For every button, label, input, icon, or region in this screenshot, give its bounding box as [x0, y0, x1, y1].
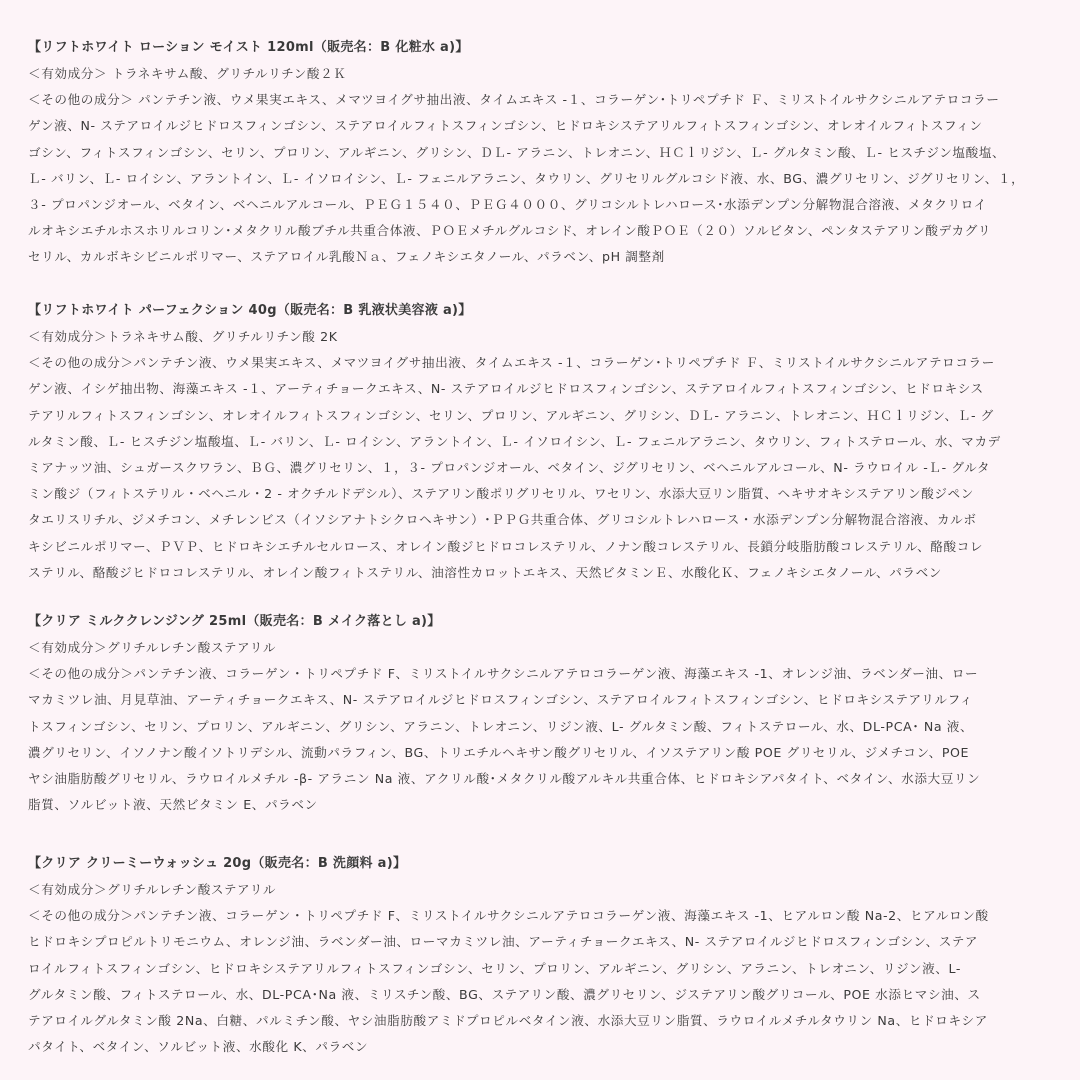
product-title: 【クリア クリーミーウォッシュ 20g（販売名：B 洗顔料 a)】 [28, 856, 407, 871]
other-ingredients-line: ミン酸ジ（フィトステリル・ベヘニル・2 - オクチルドデシル）、ステアリン酸ポリグリセリル、ワセリン、水添大豆リン脂質、ヘキサオキシステアリン酸ジペン [28, 486, 974, 502]
other-ingredients-line: ゴシン、フィトスフィンゴシン、セリン、プロリン、アルギニン、グリシン、ＤＬ- アラニン、トレオニン、ＨＣｌリジン、Ｌ- グルタミン酸、Ｌ- ヒスチジン塩酸塩、 [28, 144, 1006, 160]
other-ingredients-line: タエリスリチル、ジメチコン、メチレンビス（イソシアナトシクロヘキサン）･ＰＰＧ共重合体、グリコシルトレハロース・水添デンプン分解物混合溶液、カルボ [28, 512, 977, 528]
other-ingredients-line: 濃グリセリン、イソノナン酸イソトリデシル、流動パラフィン、BG、トリエチルヘキサン酸グリセリル、イソステアリン酸 POE グリセリル、ジメチコン、POE [28, 744, 970, 760]
other-ingredients-line: ロイルフィトスフィンゴシン、ヒドロキシステアリルフィトスフィンゴシン、セリン、プロリン、アルギニン、グリシン、アラニン、トレオニン、リジン液、L- [28, 960, 962, 976]
active-ingredients: ＜有効成分＞ トラネキサム酸、グリチルリチン酸２Ｋ [28, 66, 347, 81]
product-section-perfection [28, 301, 1054, 612]
other-ingredients-line: テアロイルグルタミン酸 2Na、白糖、パルミチン酸、ヤシ油脂肪酸アミドプロピルベタイン液、水添大豆リン脂質、ラウロイルメチルタウリン Na、ヒドロキシア [28, 1013, 988, 1029]
active-ingredients: ＜有効成分＞グリチルレチン酸ステアリル [28, 640, 277, 655]
product-section-creamy-wash [28, 854, 1054, 1054]
other-ingredients-line: テアリルフィトスフィンゴシン、オレオイルフィトスフィンゴシン、セリン、プロリン、アルギニン、グリシン、ＤＬ- アラニン、トレオニン、ＨＣｌリジン、Ｌ- グ [28, 407, 994, 423]
other-ingredients-line: キシビニルポリマー、ＰＶＰ、ヒドロキシエチルセルロース、オレイン酸ジヒドロコレステリル、ノナン酸コレステリル、長鎖分岐脂肪酸コレステリル、酪酸コレ [28, 538, 984, 554]
other-ingredients-line: パタイト、ベタイン、ソルビット液、水酸化 K、パラベン [28, 1039, 369, 1055]
other-ingredients-line: ＜その他の成分＞パンテチン液、ウメ果実エキス、メマツヨイグサ抽出液、タイムエキス -１、コラーゲン･トリペプチド Ｆ、ミリストイルサクシニルアテロコラー [28, 355, 995, 371]
other-ingredients-line: 脂質、ソルビット液、天然ビタミン E、パラベン [28, 797, 318, 813]
product-title: 【リフトホワイト ローション モイスト 120ml（販売名：B 化粧水 a)】 [28, 40, 469, 55]
other-ingredients-line: トスフィンゴシン、セリン、プロリン、アルギニン、グリシン、アラニン、トレオニン、リジン液、L- グルタミン酸、フィトステロール、水、DL-PCA･ Na 液、 [28, 718, 974, 734]
other-ingredients-line: グルタミン酸、フィトステロール、水、DL-PCA･Na 液、ミリスチン酸、BG、ステアリン酸、濃グリセリン、ジステアリン酸グリコール、POE 水添ヒマシ油、ス [28, 986, 981, 1002]
other-ingredients-line: ステリル、酪酸ジヒドロコレステリル、オレイン酸フィトステリル、油溶性カロットエキス、天然ビタミンＥ、水酸化Ｋ、フェノキシエタノール、パラベン [28, 564, 942, 580]
other-ingredients-line: セリル、カルボキシビニルポリマー、ステアロイル乳酸Ｎａ、フェノキシエタノール、パラベン、pH 調整剤 [28, 249, 665, 265]
other-ingredients-line: マカミツレ油、月見草油、アーティチョークエキス、N- ステアロイルジヒドロスフィンゴシン、ステアロイルフィトスフィンゴシン、ヒドロキシステアリルフィ [28, 692, 973, 708]
product-title: 【リフトホワイト パーフェクション 40g（販売名：B 乳液状美容液 a)】 [28, 303, 472, 318]
active-ingredients: ＜有効成分＞グリチルレチン酸ステアリル [28, 882, 277, 897]
other-ingredients-line: ＜その他の成分＞パンテチン液、コラーゲン・トリペプチド F、ミリストイルサクシニルアテロコラーゲン液、海藻エキス -1、ヒアルロン酸 Na-2、ヒアルロン酸 [28, 908, 989, 924]
other-ingredients-line: ＜その他の成分＞ パンテチン液、ウメ果実エキス、メマツヨイグサ抽出液、タイムエキス -１、コラーゲン･トリペプチド Ｆ、ミリストイルサクシニルアテロコラー [28, 92, 1000, 108]
other-ingredients-line: ゲン液、イシゲ抽出物、海藻エキス -１、アーティチョークエキス、N- ステアロイルジヒドロスフィンゴシン、ステアロイルフィトスフィンゴシン、ヒドロキシス [28, 381, 984, 397]
other-ingredients-line: ＜その他の成分＞パンテチン液、コラーゲン・トリペプチド F、ミリストイルサクシニルアテロコラーゲン液、海藻エキス -1、オレンジ油、ラベンダー油、ロー [28, 666, 979, 682]
product-section-lotion [28, 38, 1054, 301]
product-section-milk-cleansing [28, 612, 1054, 854]
other-ingredients-line: ルタミン酸、Ｌ- ヒスチジン塩酸塩、Ｌ- バリン、Ｌ- ロイシン、アラントイン、Ｌ- イソロイシン、Ｌ- フェニルアラニン、タウリン、フィトステロール、水、マカデ [28, 433, 1001, 449]
other-ingredients-line: ３- プロパンジオール、ベタイン、ベヘニルアルコール、ＰＥＧ１５４０、ＰＥＧ４０００、グリコシルトレハロース･水添デンプン分解物混合溶液、メタクリロイ [28, 197, 987, 213]
other-ingredients-line: ヒドロキシプロピルトリモニウム、オレンジ油、ラベンダー油、ローマカミツレ油、アーティチョークエキス、N- ステアロイルジヒドロスフィンゴシン、ステア [28, 934, 979, 950]
other-ingredients-line: ゲン液、N- ステアロイルジヒドロスフィンゴシン、ステアロイルフィトスフィンゴシン、ヒドロキシステアリルフィトスフィンゴシン、オレオイルフィトスフィン [28, 118, 983, 134]
active-ingredients: ＜有効成分＞トラネキサム酸、グリチルリチン酸 2K [28, 329, 338, 344]
other-ingredients-line: ミアナッツ油、シュガースクワラン、ＢＧ、濃グリセリン、１，３- プロパンジオール、ベタイン、ジグリセリン、ベヘニルアルコール、N- ラウロイル -Ｌ- グルタ [28, 460, 991, 476]
product-title: 【クリア ミルククレンジング 25ml（販売名：B メイク落とし a)】 [28, 614, 441, 629]
other-ingredients-line: Ｌ- バリン、Ｌ- ロイシン、アラントイン、Ｌ- イソロイシン、Ｌ- フェニルアラニン、タウリン、グリセリルグルコシド液、水、BG、濃グリセリン、ジグリセリン、１， [28, 170, 1025, 186]
other-ingredients-line: ルオキシエチルホスホリルコリン･メタクリル酸ブチル共重合体液、ＰＯＥメチルグルコシド、オレイン酸ＰＯＥ（２０）ソルビタン、ペンタステアリン酸デカグリ [28, 223, 992, 239]
other-ingredients-line: ヤシ油脂肪酸グリセリル、ラウロイルメチル -β- アラニン Na 液、アクリル酸･メタクリル酸アルキル共重合体、ヒドロキシアパタイト、ベタイン、水添大豆リン [28, 771, 981, 787]
